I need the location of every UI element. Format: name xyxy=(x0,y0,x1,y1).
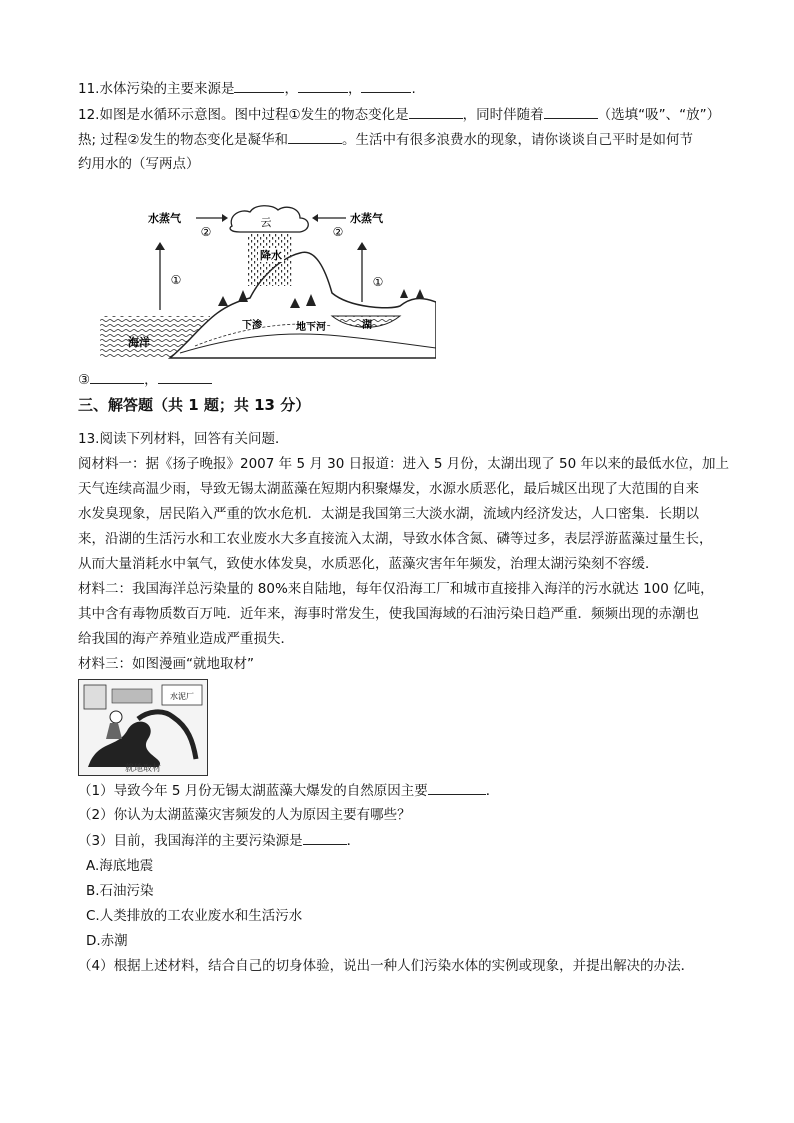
factory-sign-text: 水泥厂 xyxy=(170,692,194,701)
arrowhead-icon xyxy=(155,242,165,250)
vapor-left-label: 水蒸气 xyxy=(148,212,181,225)
question-12-line-1 xyxy=(78,104,720,125)
answer-blank[interactable] xyxy=(409,104,463,119)
process-2-marker-right: ② xyxy=(332,225,344,239)
material-2-line: 其中含有毒物质数百万吨．近年来，海事时常发生，使我国海域的石油污染日趋严重．频频出现的赤潮也 xyxy=(78,606,699,622)
rain-label: 降水 xyxy=(260,249,282,262)
answer-blank[interactable] xyxy=(428,780,486,795)
q12-text: ，同时伴随着 xyxy=(462,107,544,123)
process-2-marker: ② xyxy=(127,132,140,148)
material-1-line: 从而大量消耗水中氧气，致使水体发臭，水质恶化，蓝藻灾害年年频发，治理太湖污染刻不容缓． xyxy=(78,556,659,572)
sub-question-2: （2）你认为太湖蓝藻灾害频发的人为原因主要有哪些？ xyxy=(78,807,411,823)
process-3-marker: ③ xyxy=(78,372,91,388)
section-3-title: 三、解答题（共 1 题；共 13 分） xyxy=(78,396,311,414)
q12-text: 热; 过程 xyxy=(78,132,128,148)
material-2-line: 材料二：我国海洋总污染量的 80%来自陆地，每年仅沿海工厂和城市直接排入海洋的污水就达 100 亿吨， xyxy=(78,581,714,597)
q11-text: 11.水体污染的主要来源是 xyxy=(78,81,235,97)
arrowhead-icon xyxy=(222,214,228,222)
cartoon-image xyxy=(78,679,208,776)
lake-label: 湖 xyxy=(362,320,372,331)
separator: ， xyxy=(144,372,158,388)
answer-blank[interactable] xyxy=(303,830,347,845)
q12-text: 发生的物态变化是凝华和 xyxy=(139,132,288,148)
option-d[interactable]: D.赤潮 xyxy=(86,933,128,949)
option-c[interactable]: C.人类排放的工农业废水和生活污水 xyxy=(86,908,303,924)
material-2-line: 给我国的海产养殖业造成严重损失． xyxy=(78,631,294,647)
sub-question-3 xyxy=(78,830,360,851)
q12-text: 12.如图是水循环示意图。图中过程 xyxy=(78,107,289,123)
cartoon-caption: 就地取材 xyxy=(124,764,162,774)
answer-blank[interactable] xyxy=(298,78,348,93)
groundwater-label: 地下河 xyxy=(296,322,326,333)
separator: ， xyxy=(284,81,298,97)
q12-text: 。生活中有很多浪费水的现象，请你谈谈自己平时是如何节 xyxy=(341,132,693,148)
answer-blank[interactable] xyxy=(234,78,284,93)
answer-blank[interactable] xyxy=(90,369,144,384)
option-b[interactable]: B.石油污染 xyxy=(86,883,154,899)
separator: . xyxy=(411,81,416,97)
question-12-line-3 xyxy=(78,154,200,174)
q12-text: 约用水的（写两点） xyxy=(78,156,200,172)
sub1-text: （1）导致今年 5 月份无锡太湖蓝藻大爆发的自然原因主要 xyxy=(78,783,428,799)
material-1-line: 阅材料一：据《扬子晚报》2007 年 5 月 30 日报道：进入 5 月份，太湖出现了 50 年以来的最低水位，加上 xyxy=(78,456,730,472)
question-12-answer xyxy=(78,369,212,390)
answer-blank[interactable] xyxy=(361,78,411,93)
q12-text: （选填“吸”、“放”） xyxy=(597,107,721,123)
arrowhead-icon xyxy=(357,242,367,250)
sub-question-4: （4）根据上述材料，结合自己的切身体验，说出一种人们污染水体的实例或现象，并提出解决的办法． xyxy=(78,958,695,974)
answer-blank[interactable] xyxy=(544,104,598,119)
water-cycle-diagram xyxy=(100,198,436,360)
process-2-marker-left: ② xyxy=(200,225,212,239)
process-1-marker: ① xyxy=(288,107,301,123)
cloud-label: 云 xyxy=(260,216,272,229)
q12-text: 发生的物态变化是 xyxy=(300,107,409,123)
arrowhead-icon xyxy=(312,214,318,222)
answer-blank[interactable] xyxy=(158,369,212,384)
process-1-marker-right: ① xyxy=(372,275,384,289)
separator: ． xyxy=(485,783,500,799)
process-1-marker-left: ① xyxy=(170,273,182,287)
infiltration-label: 下渗 xyxy=(242,320,262,331)
material-1-line: 水发臭现象，居民陷入严重的饮水危机．太湖是我国第三大淡水湖，流域内经济发达，人口密集．长期以 xyxy=(78,506,699,522)
answer-blank[interactable] xyxy=(288,129,342,144)
material-1-line: 天气连续高温少雨，导致无锡太湖蓝藻在短期内积聚爆发，水源水质恶化，最后城区出现了大范围的自来 xyxy=(78,481,699,497)
material-1-line: 来，沿湖的生活污水和工农业废水大多直接流入太湖，导致水体含氮、磷等过多，表层浮游蓝藻过量生长， xyxy=(78,531,713,547)
material-3-line: 材料三：如图漫画“就地取材” xyxy=(78,656,254,672)
vapor-right-label: 水蒸气 xyxy=(350,212,383,225)
q13-intro: 13.阅读下列材料，回答有关问题． xyxy=(78,431,289,447)
option-a[interactable]: A.海底地震 xyxy=(86,858,154,874)
separator: ， xyxy=(347,81,362,97)
question-11 xyxy=(78,78,416,99)
ocean-label: 海洋 xyxy=(128,336,150,349)
person-head xyxy=(110,711,122,723)
sub-question-1 xyxy=(78,780,499,801)
separator: ． xyxy=(346,833,361,849)
question-12-line-2 xyxy=(78,129,693,150)
sub3-text: （3）目前，我国海洋的主要污染源是 xyxy=(78,833,303,849)
